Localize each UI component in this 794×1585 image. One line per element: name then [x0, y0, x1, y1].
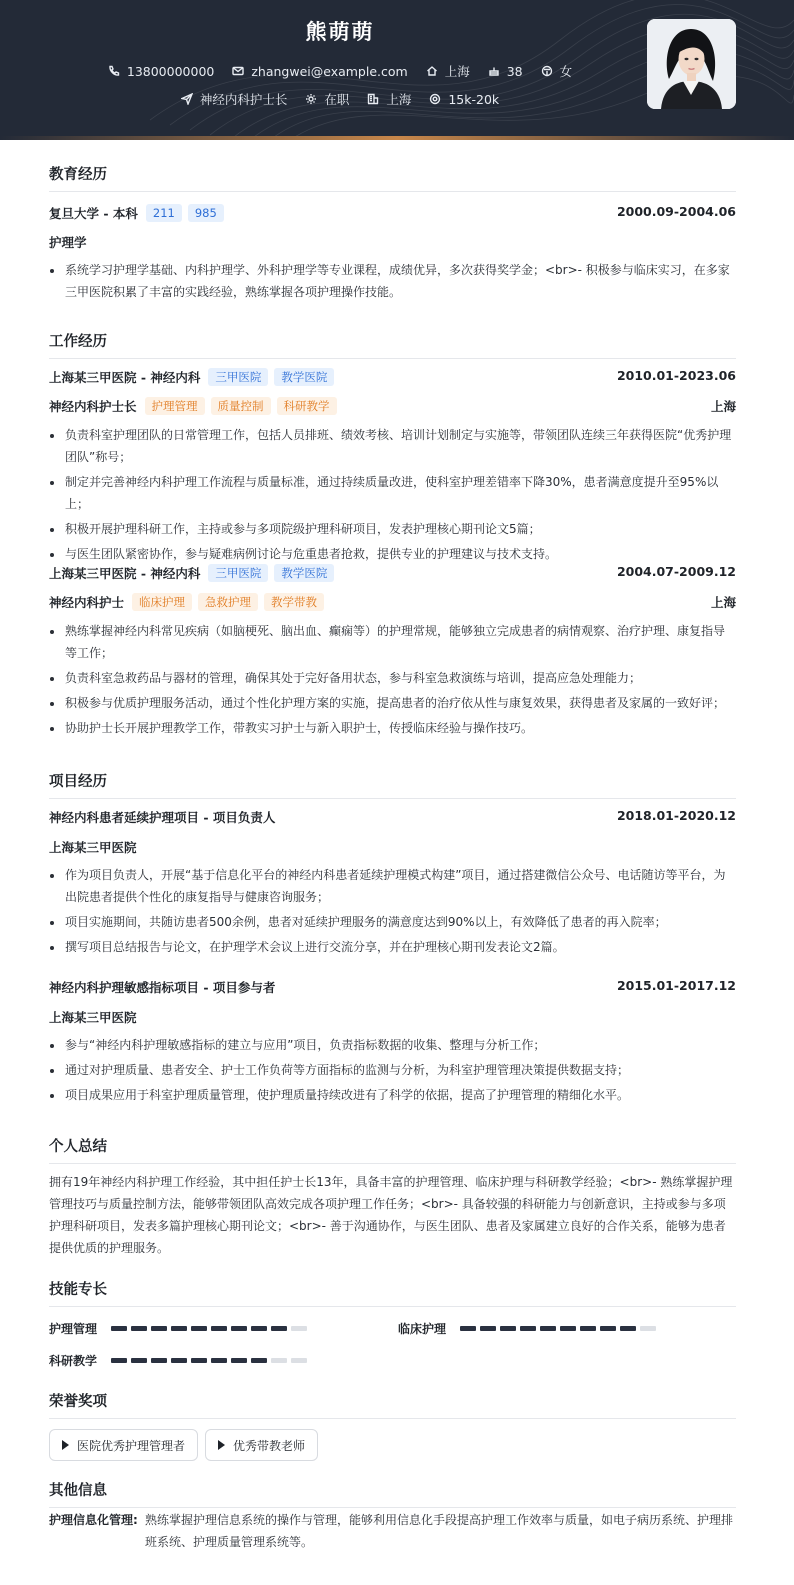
skill-segment-filled	[231, 1358, 247, 1363]
gender-item	[541, 62, 573, 80]
project-bullets	[49, 1034, 736, 1109]
project-period: 2015.01-2017.12	[616, 978, 736, 993]
skill-name: 护理管理	[49, 1322, 98, 1336]
work-role-title: 神经内科护士长	[49, 399, 137, 414]
skill-item	[49, 1352, 311, 1369]
skill-item	[49, 1320, 311, 1337]
section-title-work: 工作经历	[49, 330, 736, 359]
gear-icon	[305, 93, 317, 105]
work-bullets	[49, 424, 736, 568]
skill-segment-filled	[191, 1358, 207, 1363]
skill-segment-filled	[600, 1326, 616, 1331]
mail-icon	[232, 65, 244, 77]
school-tag: 985	[188, 204, 224, 222]
email-item	[232, 64, 407, 79]
work-city: 上海	[710, 399, 736, 414]
salary-text: 15k-20k	[448, 91, 500, 107]
skill-segment-filled	[540, 1326, 556, 1331]
skill-segment-filled	[211, 1326, 227, 1331]
list-item: 参与“神经内科护理敏感指标的建立与应用”项目，负责指标数据的收集、整理与分析工作；	[49, 1034, 736, 1056]
cake-icon	[488, 65, 500, 77]
send-icon	[181, 93, 193, 105]
resume-header	[0, 0, 794, 140]
skill-level-bar	[460, 1326, 660, 1331]
skills-section	[49, 1278, 736, 1368]
section-title-projects: 项目经历	[49, 770, 736, 799]
profile-photo	[647, 19, 736, 109]
education-bullets	[49, 259, 736, 306]
skill-name: 科研教学	[49, 1354, 98, 1368]
skill-name: 临床护理	[398, 1322, 447, 1336]
project-title: 神经内科患者延续护理项目 - 项目负责人	[49, 810, 276, 825]
list-item: 系统学习护理学基础、内科护理学、外科护理学等专业课程，成绩优异，多次获得奖学金；<br>- 积极参与临床实习，在多家三甲医院积累了丰富的实践经验，熟练掌握各项护理操作技能。	[49, 259, 736, 303]
skill-segment-filled	[171, 1358, 187, 1363]
awards-list	[49, 1429, 736, 1461]
section-title-other: 其他信息	[49, 1479, 736, 1508]
org-tag: 教学医院	[274, 368, 334, 386]
skill-segment-filled	[111, 1358, 127, 1363]
project-org: 上海某三甲医院	[49, 840, 137, 855]
email-text: zhangwei@example.com	[251, 63, 408, 79]
work-org-name: 上海某三甲医院 - 神经内科	[49, 370, 201, 385]
award-label: 优秀带教老师	[233, 1438, 306, 1453]
candidate-name: 熊萌萌	[305, 20, 375, 44]
work-period: 2010.01-2023.06	[616, 368, 736, 383]
project-org: 上海某三甲医院	[49, 1010, 137, 1025]
list-item: 协助护士长开展护理教学工作，带教实习护士与新入职护士，传授临床经验与操作技巧。	[49, 717, 736, 739]
awards-section	[49, 1390, 736, 1453]
job-intent-row	[0, 90, 680, 108]
project-period: 2018.01-2020.12	[616, 808, 736, 823]
skill-segment-empty	[291, 1326, 307, 1331]
skill-segment-filled	[131, 1326, 147, 1331]
role-tag: 质量控制	[211, 397, 271, 415]
list-item: 积极开展护理科研工作，主持或参与多项院级护理科研项目，发表护理核心期刊论文5篇；	[49, 518, 736, 540]
phone-icon	[108, 65, 120, 77]
skill-segment-filled	[251, 1358, 267, 1363]
org-tag: 三甲医院	[208, 564, 268, 582]
skill-item	[398, 1320, 660, 1337]
skill-segment-filled	[271, 1326, 287, 1331]
section-title-skills: 技能专长	[49, 1278, 736, 1307]
list-item: 制定并完善神经内科护理工作流程与质量标准，通过持续质量改进，使科室护理差错率下降30%，患者满意度提升至95%以上；	[49, 471, 736, 515]
award-label: 医院优秀护理管理者	[77, 1438, 186, 1453]
work-bullets	[49, 620, 736, 742]
skill-segment-filled	[191, 1326, 207, 1331]
skill-segment-filled	[520, 1326, 536, 1331]
education-period: 2000.09-2004.06	[616, 204, 736, 219]
skill-segment-empty	[640, 1326, 656, 1331]
school-name: 复旦大学 - 本科	[49, 206, 138, 221]
skill-segment-filled	[460, 1326, 476, 1331]
status-item	[305, 90, 349, 108]
gender-icon	[541, 65, 553, 77]
work-org-line	[49, 564, 334, 582]
work-city: 上海	[710, 595, 736, 610]
skill-segment-filled	[131, 1358, 147, 1363]
target-city-text: 上海	[386, 92, 412, 107]
work-org-line	[49, 368, 334, 386]
skill-segment-filled	[211, 1358, 227, 1363]
list-item: 通过对护理质量、患者安全、护士工作负荷等方面指标的监测与分析，为科室护理管理决策提供数据支持；	[49, 1059, 736, 1081]
list-item: 项目成果应用于科室护理质量管理，使护理质量持续改进有了科学的依据，提高了护理管理的精细化水平。	[49, 1084, 736, 1106]
skill-segment-filled	[560, 1326, 576, 1331]
skill-segment-filled	[580, 1326, 596, 1331]
list-item: 与医生团队紧密协作，参与疑难病例讨论与危重患者抢救，提供专业的护理建议与技术支持。	[49, 543, 736, 565]
skill-level-bar	[111, 1358, 311, 1363]
summary-text: 拥有19年神经内科护理工作经验，其中担任护士长13年，具备丰富的护理管理、临床护理与科研教学经验；<br>- 熟练掌握护理管理技巧与质量控制方法，能够带领团队高效完成各项护理工作任务；<br>- 具备较强的科研能力与创新意识，主持或参与多项护理科研项目，发表多篇护理核心期刊论文；<br>- 善于沟通协作，与医生团队、患者及家属建立良好的合作关系，能够为患者提供优质的护理服务。	[49, 1175, 733, 1255]
gender-text: 女	[559, 64, 573, 79]
summary-section	[49, 1135, 736, 1255]
role-tag: 临床护理	[132, 593, 192, 611]
location-text: 上海	[444, 64, 470, 79]
education-section	[49, 163, 736, 299]
other-label: 护理信息化管理:	[49, 1513, 138, 1527]
play-icon	[62, 1440, 69, 1450]
work-role-title: 神经内科护士	[49, 595, 125, 610]
work-role-line	[49, 397, 337, 415]
list-item: 积极参与优质护理服务活动，通过个性化护理方案的实施，提高患者的治疗依从性与康复效果，获得患者及家属的一致好评；	[49, 692, 736, 714]
role-tag: 急救护理	[198, 593, 258, 611]
role-tag: 护理管理	[145, 397, 205, 415]
school-tag: 211	[146, 204, 182, 222]
project-bullets	[49, 864, 736, 961]
skill-segment-filled	[231, 1326, 247, 1331]
skill-segment-empty	[291, 1358, 307, 1363]
other-section	[49, 1479, 736, 1549]
location-item	[426, 62, 470, 80]
skill-segment-filled	[151, 1358, 167, 1363]
education-major: 护理学	[49, 235, 87, 250]
skill-segment-filled	[500, 1326, 516, 1331]
work-org-name: 上海某三甲医院 - 神经内科	[49, 566, 201, 581]
phone-item	[108, 64, 214, 79]
play-icon	[218, 1440, 225, 1450]
age-text: 38	[506, 63, 523, 79]
other-text: 熟练掌握护理信息系统的操作与管理，能够利用信息化手段提高护理工作效率与质量，如电子病历系统、护理排班系统、护理质量管理系统等。	[145, 1513, 734, 1549]
status-text: 在职	[324, 92, 350, 107]
award-badge	[49, 1429, 198, 1461]
org-tag: 教学医院	[274, 564, 334, 582]
section-title-awards: 荣誉奖项	[49, 1390, 736, 1419]
header-accent-line	[0, 136, 794, 140]
skill-segment-filled	[251, 1326, 267, 1331]
building-icon	[367, 93, 379, 105]
skill-segment-filled	[171, 1326, 187, 1331]
org-tag: 三甲医院	[208, 368, 268, 386]
list-item: 负责科室护理团队的日常管理工作，包括人员排班、绩效考核、培训计划制定与实施等，带领团队连续三年获得医院“优秀护理团队”称号；	[49, 424, 736, 468]
target-city-item	[367, 90, 411, 108]
role-tag: 教学带教	[264, 593, 324, 611]
avatar	[647, 19, 736, 109]
education-school-line	[49, 204, 224, 222]
target-position-text: 神经内科护士长	[199, 92, 288, 107]
target-position-item	[181, 90, 288, 108]
work-section	[49, 330, 736, 735]
skill-segment-empty	[271, 1358, 287, 1363]
skill-segment-filled	[620, 1326, 636, 1331]
contact-info-row	[0, 62, 680, 80]
skill-level-bar	[111, 1326, 311, 1331]
age-item	[488, 64, 523, 79]
list-item: 熟练掌握神经内科常见疾病（如脑梗死、脑出血、癫痫等）的护理常规，能够独立完成患者的病情观察、治疗护理、康复指导等工作；	[49, 620, 736, 664]
phone-text: 13800000000	[126, 63, 215, 79]
skill-segment-filled	[480, 1326, 496, 1331]
projects-section	[49, 770, 736, 1102]
list-item: 撰写项目总结报告与论文，在护理学术会议上进行交流分享，并在护理核心期刊发表论文2篇。	[49, 936, 736, 958]
salary-item	[429, 92, 499, 107]
home-icon	[426, 65, 438, 77]
list-item: 负责科室急救药品与器材的管理，确保其处于完好备用状态，参与科室急救演练与培训，提高应急处理能力；	[49, 667, 736, 689]
list-item: 作为项目负责人，开展“基于信息化平台的神经内科患者延续护理模式构建”项目，通过搭建微信公众号、电话随访等平台，为出院患者提供个性化的康复指导与健康咨询服务；	[49, 864, 736, 908]
coin-icon	[429, 93, 441, 105]
section-title-education: 教育经历	[49, 163, 736, 192]
skill-segment-filled	[111, 1326, 127, 1331]
list-item: 项目实施期间，共随访患者500余例，患者对延续护理服务的满意度达到90%以上，有效降低了患者的再入院率；	[49, 911, 736, 933]
role-tag: 科研教学	[277, 397, 337, 415]
section-title-summary: 个人总结	[49, 1135, 736, 1164]
award-badge	[205, 1429, 318, 1461]
project-title: 神经内科护理敏感指标项目 - 项目参与者	[49, 980, 276, 995]
work-period: 2004.07-2009.12	[616, 564, 736, 579]
skill-segment-filled	[151, 1326, 167, 1331]
work-role-line	[49, 593, 324, 611]
